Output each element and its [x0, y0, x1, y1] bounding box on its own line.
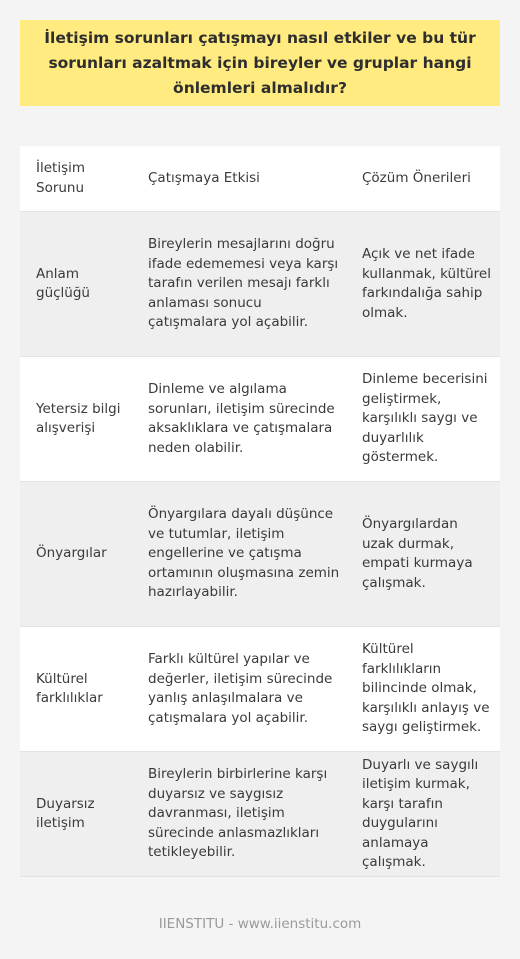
- table-cell-solution: Dinleme becerisini geliştirmek, karşılıklı saygı ve duyarlılık göstermek.: [348, 357, 500, 482]
- table-cell-effect: Farklı kültürel yapılar ve değerler, iletişim sürecinde yanlış anlaşılmalara ve çatışmalara yol açabilir.: [134, 627, 348, 752]
- table-cell-solution: Açık ve net ifade kullanmak, kültürel farkındalığa sahip olmak.: [348, 212, 500, 357]
- table-header-cell: İletişim Sorunu: [20, 146, 134, 212]
- footer-credit: IIENSTITU - www.iienstitu.com: [158, 916, 362, 932]
- table-cell-effect: Bireylerin mesajlarını doğru ifade edememesi veya karşı tarafın verilen mesajı farklı anlaması sonucu çatışmalara yol açabilir.: [134, 212, 348, 357]
- table-cell-effect: Dinleme ve algılama sorunları, iletişim sürecinde aksaklıklara ve çatışmalara neden olabilir.: [134, 357, 348, 482]
- table-cell-problem: Önyargılar: [20, 482, 134, 627]
- page-title: İletişim sorunları çatışmayı nasıl etkiler ve bu tür sorunları azaltmak için bireyler ve gruplar hangi önlemleri almalıdır?: [44, 28, 476, 97]
- table-cell-problem: Kültürel farklılıklar: [20, 627, 134, 752]
- table-cell-effect: Önyargılara dayalı düşünce ve tutumlar, iletişim engellerine ve çatışma ortamının oluşmasına zemin hazırlayabilir.: [134, 482, 348, 627]
- table-cell-solution: Kültürel farklılıkların bilincinde olmak, karşılıklı anlayış ve saygı geliştirmek.: [348, 627, 500, 752]
- page-title-box: [20, 20, 500, 106]
- table-cell-effect: Bireylerin birbirlerine karşı duyarsız ve saygısız davranması, iletişim sürecinde anlasmazlıkları tetikleyebilir.: [134, 752, 348, 877]
- table-header-cell: Çatışmaya Etkisi: [134, 146, 348, 212]
- table-cell-solution: Duyarlı ve saygılı iletişim kurmak, karşı tarafın duygularını anlamaya çalışmak.: [348, 752, 500, 877]
- table-cell-solution: Önyargılardan uzak durmak, empati kurmaya çalışmak.: [348, 482, 500, 627]
- table-cell-problem: Duyarsız iletişim: [20, 752, 134, 877]
- table-cell-problem: Yetersiz bilgi alışverişi: [20, 357, 134, 482]
- table-cell-problem: Anlam güçlüğü: [20, 212, 134, 357]
- table-header-cell: Çözüm Önerileri: [348, 146, 500, 212]
- comparison-table: [20, 146, 500, 877]
